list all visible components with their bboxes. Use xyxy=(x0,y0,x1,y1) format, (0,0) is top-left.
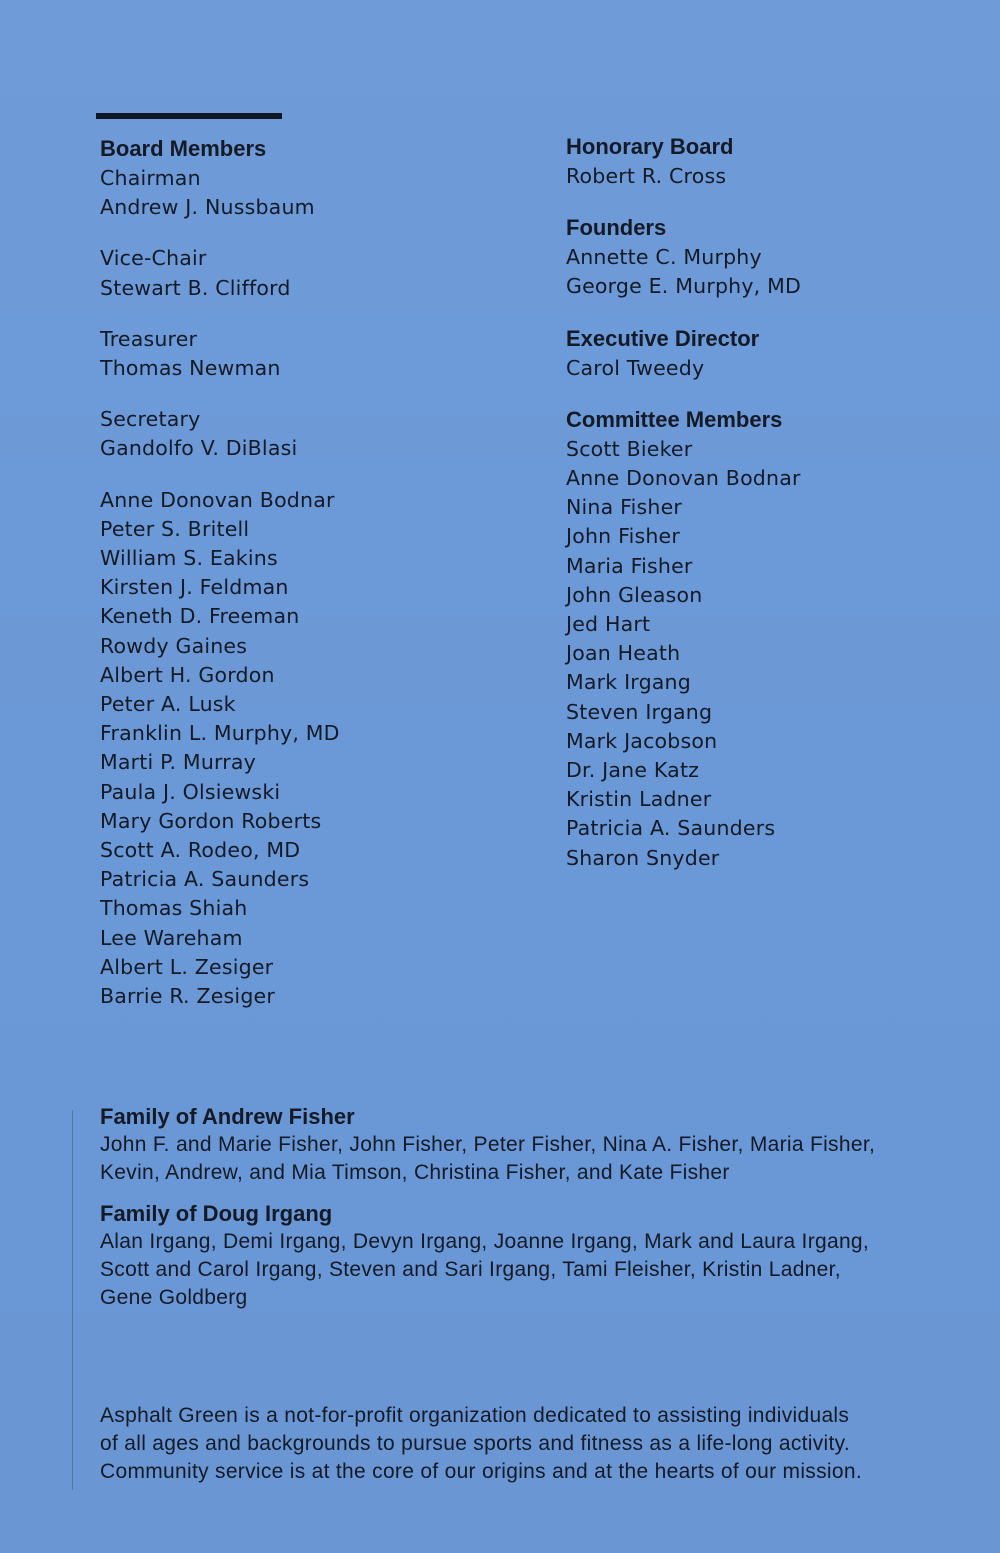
vice-chair-group xyxy=(100,244,520,302)
committee-member: Joan Heath xyxy=(566,641,681,666)
board-member: Rowdy Gaines xyxy=(100,633,248,658)
mission-line: of all ages and backgrounds to pursue sports and fitness as a life-long activity. xyxy=(100,1432,850,1455)
committee-member: Scott Bieker xyxy=(566,436,693,461)
officers-column xyxy=(566,132,986,873)
committee-member: Maria Fisher xyxy=(566,553,693,578)
family-irgang-line: Alan Irgang, Demi Irgang, Devyn Irgang, Joanne Irgang, Mark and Laura Irgang, xyxy=(100,1230,870,1253)
executive-name: Carol Tweedy xyxy=(566,355,705,380)
executive-heading: Executive Director xyxy=(566,325,760,351)
treasurer-name: Thomas Newman xyxy=(100,356,281,381)
mission-line: Community service is at the core of our origins and at the hearts of our mission. xyxy=(100,1460,862,1483)
founders-heading: Founders xyxy=(566,215,667,241)
committee-member: Dr. Jane Katz xyxy=(566,758,700,783)
executive-group xyxy=(566,324,986,383)
committee-member: Steven Irgang xyxy=(566,699,713,724)
board-member: Paula J. Olsiewski xyxy=(100,779,281,804)
family-fisher-line: Kevin, Andrew, and Mia Timson, Christina Fisher, and Kate Fisher xyxy=(100,1161,730,1184)
committee-member: Nina Fisher xyxy=(566,495,683,520)
committee-group xyxy=(566,405,986,873)
board-member: Scott A. Rodeo, MD xyxy=(100,838,301,863)
board-member: Keneth D. Freeman xyxy=(100,604,300,629)
fold-line xyxy=(72,1110,73,1490)
mission-statement xyxy=(100,1402,980,1486)
board-member: William S. Eakins xyxy=(100,546,278,571)
committee-heading: Committee Members xyxy=(566,406,783,432)
committee-member: John Gleason xyxy=(566,582,703,607)
board-member: Mary Gordon Roberts xyxy=(100,808,322,833)
board-column xyxy=(100,134,520,1011)
family-irgang-section xyxy=(100,1200,980,1312)
header-rule xyxy=(96,113,282,119)
secretary-name: Gandolfo V. DiBlasi xyxy=(100,436,298,461)
chairman-title: Chairman xyxy=(100,166,201,190)
chairman-name: Andrew J. Nussbaum xyxy=(100,195,315,220)
committee-member: Mark Irgang xyxy=(566,670,691,695)
chairman-group xyxy=(100,164,520,222)
family-fisher-heading: Family of Andrew Fisher xyxy=(100,1104,355,1129)
honorary-group xyxy=(566,132,986,191)
board-member: Anne Donovan Bodnar xyxy=(100,487,335,512)
board-member: Franklin L. Murphy, MD xyxy=(100,721,340,746)
treasurer-group xyxy=(100,325,520,383)
family-irgang-line: Gene Goldberg xyxy=(100,1286,248,1309)
board-member: Barrie R. Zesiger xyxy=(100,984,275,1009)
family-fisher-line: John F. and Marie Fisher, John Fisher, Peter Fisher, Nina A. Fisher, Maria Fisher, xyxy=(100,1133,876,1156)
founder-name: George E. Murphy, MD xyxy=(566,274,801,299)
treasurer-title: Treasurer xyxy=(100,326,198,351)
vice-chair-name: Stewart B. Clifford xyxy=(100,275,291,300)
board-member-list xyxy=(100,486,520,1012)
board-member: Albert L. Zesiger xyxy=(100,954,274,979)
honorary-heading: Honorary Board xyxy=(566,134,734,159)
board-member: Marti P. Murray xyxy=(100,750,256,775)
family-irgang-heading: Family of Doug Irgang xyxy=(100,1201,333,1226)
board-member: Peter A. Lusk xyxy=(100,692,236,717)
board-member: Thomas Shiah xyxy=(100,896,248,921)
family-irgang-line: Scott and Carol Irgang, Steven and Sari Irgang, Tami Fleisher, Kristin Ladner, xyxy=(100,1258,841,1281)
secretary-group xyxy=(100,405,520,463)
committee-member: Kristin Ladner xyxy=(566,787,712,812)
board-member: Kirsten J. Feldman xyxy=(100,575,289,600)
honorary-name: Robert R. Cross xyxy=(566,164,727,188)
committee-member: Anne Donovan Bodnar xyxy=(566,466,801,491)
board-heading: Board Members xyxy=(100,136,267,161)
founder-name: Annette C. Murphy xyxy=(566,245,762,270)
secretary-title: Secretary xyxy=(100,407,201,432)
family-fisher-section xyxy=(100,1103,980,1187)
board-member: Albert H. Gordon xyxy=(100,662,275,687)
board-member: Patricia A. Saunders xyxy=(100,867,310,892)
board-member: Lee Wareham xyxy=(100,925,243,950)
committee-member: Mark Jacobson xyxy=(566,728,718,753)
vice-chair-title: Vice-Chair xyxy=(100,246,207,271)
committee-member: Jed Hart xyxy=(566,612,651,637)
committee-member: Patricia A. Saunders xyxy=(566,816,776,841)
board-member: Peter S. Britell xyxy=(100,516,250,541)
mission-line: Asphalt Green is a not-for-profit organization dedicated to assisting individuals xyxy=(100,1404,850,1427)
committee-member: Sharon Snyder xyxy=(566,845,720,870)
committee-member: John Fisher xyxy=(566,524,680,549)
founders-group xyxy=(566,213,986,301)
